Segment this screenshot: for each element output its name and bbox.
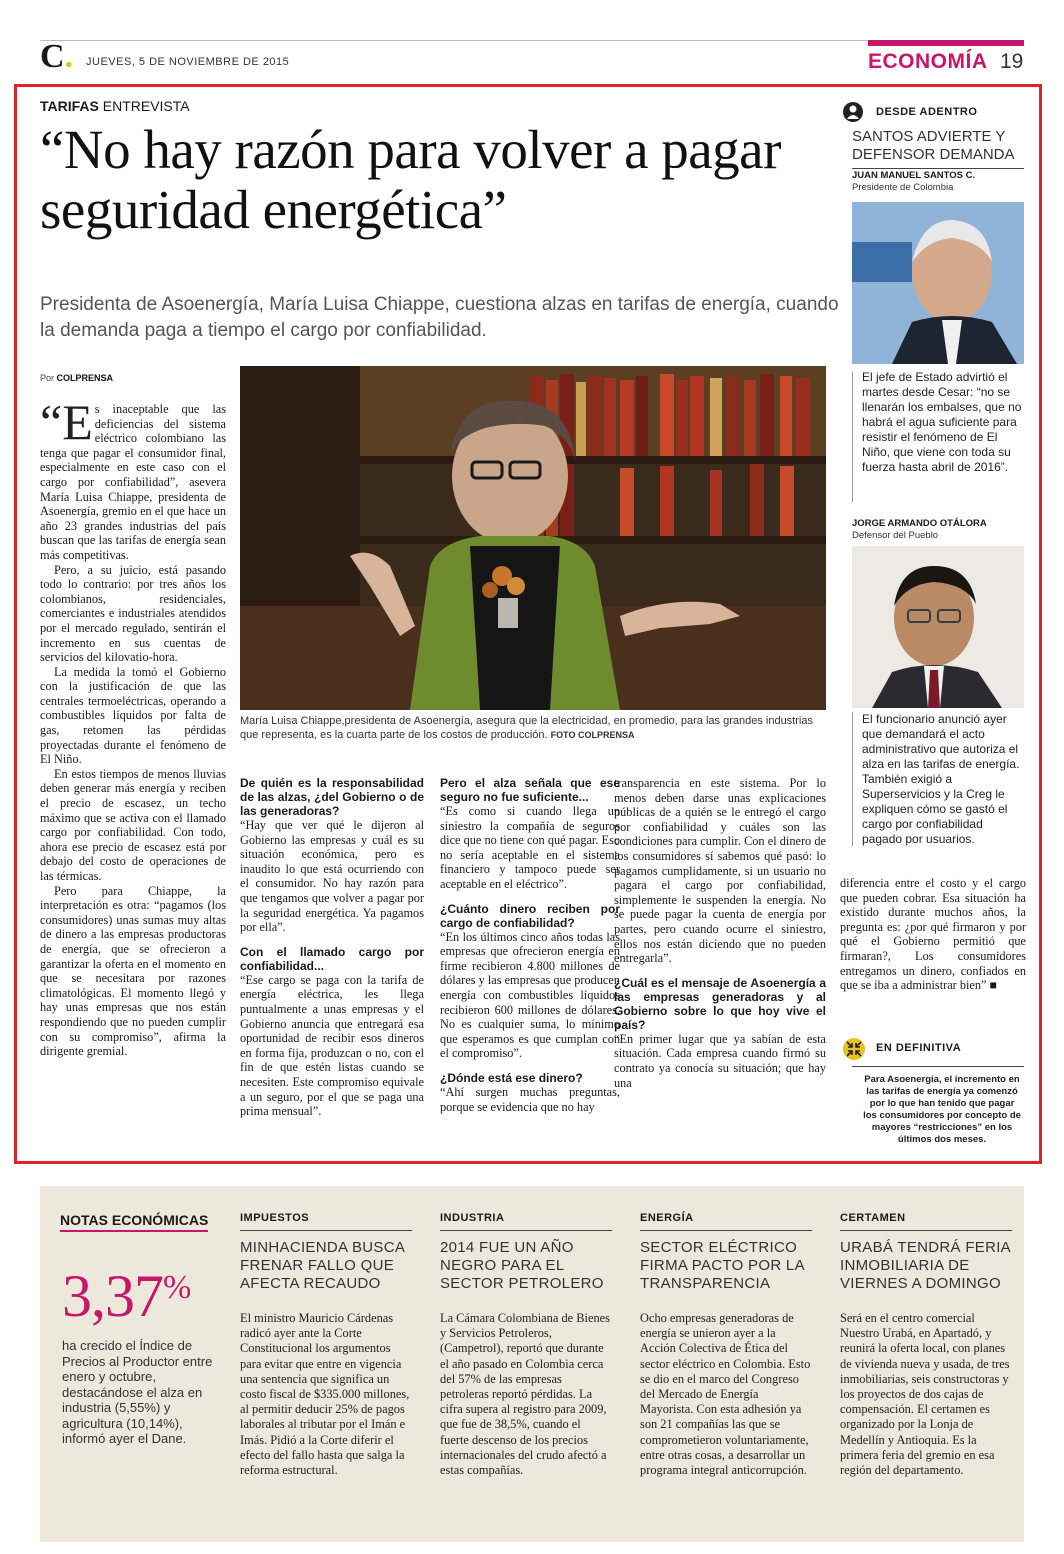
article-column-1 — [40, 394, 226, 1059]
nota-title: MINHACIENDA BUSCA FRENAR FALLO QUE AFECTA RECAUDO — [240, 1239, 405, 1292]
paragraph: En estos tiempos de menos lluvias deben generar más energía y reciben el precio de escasez, un techo máximo que se activa con el llamado cargo por confiabilidad. Con todo, ahora ese precio de escasez está por debajo del costo de operaciones de las térmicas. — [40, 766, 226, 883]
paragraph: Pero para Chiappe, la interpretación es otra: “pagamos (los consumidores) unas sumas muy altas de dinero a las empresas productoras de energía, que se ofrecieron a garantizar la oferta en el momento en que se necesitara por razones climatológicas. El momento llegó y hay unas empresas que nos están respondiendo que no pueden cumplir con su compromiso”, afirma la dirigente gremial. — [40, 883, 226, 1059]
article-kicker: TARIFAS ENTREVISTA — [40, 98, 190, 114]
main-photo — [240, 366, 826, 710]
article-column-3 — [440, 776, 620, 1114]
nota-category: INDUSTRIA — [440, 1212, 505, 1224]
sidebar-person-role: Defensor del Pueblo — [852, 530, 939, 541]
sidebar-rule — [852, 712, 853, 846]
newspaper-logo: C. — [40, 38, 74, 75]
nota-body: La Cámara Colombiana de Bienes y Servicios Petroleros, (Campetrol), reportó que durante el año pasado en Colombia cerca del 57% de las empresas petroleras reportó pérdidas. La cifra supera al registro para 2009, que fue de 38,5%, cuando el fuerte descenso de los precios internacionales del crudo afectó a estas compañías. — [440, 1311, 610, 1478]
nota-rule — [840, 1230, 1012, 1231]
nota-category: ENERGÍA — [640, 1212, 694, 1224]
lead-paragraph: s inaceptable que las deficiencias del sistema eléctrico colombiano las tenga que pagar el consumidor final, especialmente en este caso con el cargo por confiabilidad”, asevera María Luisa Chiappe, presidenta de Asoenergía, gremio en el que hace un año 23 grandes industrias del país buscan que las tarifas de energía sean más competitivas. — [40, 402, 226, 562]
person-icon — [843, 102, 863, 122]
sidebar-person-name: JUAN MANUEL SANTOS C. — [852, 170, 976, 181]
sidebar-heading: DESDE ADENTRO — [876, 106, 978, 118]
definitive-rule — [852, 1066, 1024, 1067]
sidebar-person-role: Presidente de Colombia — [852, 182, 954, 193]
article-column-5 — [840, 876, 1026, 993]
nota-body: El ministro Mauricio Cárdenas radicó ayer ante la Corte Constitucional los argumentos para evitar que entre en vigencia una sentencia que significa un costo fiscal de $335.000 millones, al permitir deducir 25% de pagos laborales al tributar por el Imán e Imás. Pidió a la Corte diferir el efecto del fallo hasta que salga la reforma estructural. — [240, 1311, 410, 1478]
nota-energia — [640, 1212, 812, 1478]
interview-answer: “En primer lugar que ya sabían de esta situación. Cada empresa cuando firmó su contrato ya conocía su situación; que hay una — [614, 1031, 826, 1090]
nota-rule — [640, 1230, 812, 1231]
sidebar-quote-2: El funcionario anunció ayer que demandará el acto administrativo que autoriza el alza en las tarifas de energía. También exigió a Superservicios y la Creg le expliquen cómo se gastó el cargo por confiabilidad pagado por usuarios. — [862, 712, 1020, 846]
interview-question: Con el llamado cargo por confiabilidad... — [240, 944, 424, 973]
interview-answer: “En los últimos cinco años todas las empresas que ofrecieron energía en firme recibieron 4.800 millones de dólares y las empresas que producen energía con combustibles líquidos recibieron 600 millones de dólares. No es cualquier suma, lo mínimo que esperamos es que cumplan con el compromiso”. — [440, 929, 620, 1061]
paragraph: La medida la tomó el Gobierno con la justificación de que las centrales termoeléctricas, operando a combustibles líquidos por falta de gas, retomen las pérdidas proyectadas durante el fenómeno de El Niño. — [40, 664, 226, 767]
article-dek: Presidenta de Asoenergía, María Luisa Chiappe, cuestiona alzas en tarifas de energía, cuando la demanda paga a tiempo el cargo por confiabilidad. — [40, 294, 839, 341]
article-headline: “No hay razón para volver a pagar seguridad energética” — [40, 119, 781, 240]
page-number: 19 — [1000, 50, 1024, 73]
headline-figure-caption: ha crecido el Índice de Precios al Productor entre enero y octubre, destacándose el alza en industria (5,55%) y agricultura (10,14%), informó ayer el Dane. — [62, 1338, 213, 1446]
nota-industria — [440, 1212, 612, 1478]
definitive-heading: EN DEFINITIVA — [876, 1042, 962, 1054]
sidebar-person-name: JORGE ARMANDO OTÁLORA — [852, 518, 987, 529]
photo-caption: María Luisa Chiappe,presidenta de Asoenergía, asegura que la electricidad, en promedio, para las grandes industrias que representa, es la cuarta parte de los costos de producción. FOTO COLPRENSA — [240, 715, 813, 741]
santos-photo — [852, 202, 1024, 364]
article-column-4 — [614, 776, 826, 1090]
interview-question: De quién es la responsabilidad de las alzas, ¿del Gobierno o de las generadoras? — [240, 776, 424, 818]
sidebar-title: SANTOS ADVIERTE Y DEFENSOR DEMANDA — [852, 128, 1024, 169]
interview-answer: diferencia entre el costo y el cargo que pueden cobrar. Esa situación ha existido durante muchos años, la pregunta es: ¿por qué firmaron y por qué el Gobierno permitió que firmaran?, Los consumidores entregamos un dinero, confiados en que se iba a administrar bien” — [840, 876, 1026, 993]
sidebar-rule — [852, 372, 853, 502]
article-column-2 — [240, 776, 424, 1119]
byline: Por COLPRENSA — [40, 373, 114, 383]
interview-answer: “Hay que ver qué le dijeron al Gobierno las empresas y cuál es su situación económica, pero es inaudito lo que está ocurriendo con el consumidor. No hay razón para que tengamos que volver a pagar por la seguridad energética. Ya pagamos por ella”. — [240, 818, 424, 935]
nota-title: SECTOR ELÉCTRICO FIRMA PACTO POR LA TRANSPARENCIA — [640, 1239, 805, 1292]
nota-body: Ocho empresas generadoras de energía se unieron ayer a la Acción Colectiva de Ética del sector eléctrico en Colombia. Esto se dio en el marco del Congreso del Mercado de Energía Mayorista. Con esta adhesión ya son 21 compañías las que se comprometieron voluntariamente, entre otras cosas, a desarrollar un programa integral anticorrupción. — [640, 1311, 811, 1478]
nota-title: 2014 FUE UN AÑO NEGRO PARA EL SECTOR PETROLERO — [440, 1239, 604, 1292]
headline-figure: 3,37% — [62, 1263, 191, 1329]
nota-certamen — [840, 1212, 1012, 1478]
nota-category: IMPUESTOS — [240, 1212, 310, 1224]
interview-answer: “Es como si cuando llega un siniestro la compañía de seguros dice que no tiene con qué pagar. Eso no sería aceptable en el sistema financiero y tampoco puede ser aceptable en el eléctrico”. — [440, 804, 620, 891]
arrows-in-icon — [843, 1038, 865, 1060]
interview-question: ¿Cuál es el mensaje de Asoenergía a las empresas generadoras y al Gobierno sobre lo que hoy vive el país? — [614, 975, 826, 1032]
interview-answer: “Ahí surgen muchas preguntas, porque se evidencia que no hay — [440, 1084, 620, 1114]
nota-category: CERTAMEN — [840, 1212, 906, 1224]
nota-rule — [240, 1230, 412, 1231]
otalora-photo — [852, 546, 1024, 708]
definitive-text: Para Asoenergía, el incremento en las tarifas de energía ya comenzó por lo que han tenido que pagar los consumidores por concepto de mayores “restricciones” en los últimos dos meses. — [863, 1074, 1021, 1145]
nota-impuestos — [240, 1212, 412, 1478]
nota-rule — [440, 1230, 612, 1231]
issue-date: JUEVES, 5 DE NOVIEMBRE DE 2015 — [86, 56, 290, 68]
interview-answer: “Ese cargo se paga con la tarifa de energía eléctrica, les llega puntualmente a unas empresas y el Gobierno anuncia que entregará esa oportunidad de recibir esos dineros en forma fija, produzcan o no, con el fin de que estén listas cuando se necesiten. Este compromiso equivale a un seguro, por el que se paga una prima mensual”. — [240, 972, 424, 1119]
end-mark: ■ — [989, 978, 997, 993]
interview-answer: transparencia en este sistema. Por lo menos deben darse unas explicaciones públicas de a quién se le entregó el cargo por confiabilidad y cuáles son las condiciones para cumplir. Con el dinero de los consumidores sí sabemos qué pasó: lo pagamos cumplidamente, si un usuario no pagara el cargo por confiabilidad, simplemente le suspenden la energía. No se puede pagar la cuenta de energía por partes, pero cuando ocurre el siniestro, ellos nos están diciendo que no pueden entregarla”. — [614, 776, 826, 966]
sidebar-quote-1: El jefe de Estado advirtió el martes desde Cesar: “no se llenarán los embalses, que no habrá el agua suficiente para resistir el fenómeno de El Niño, que viene con toda su fuerza hasta abril de 2016”. — [862, 370, 1022, 474]
notas-label: NOTAS ECONÓMICAS — [60, 1212, 208, 1232]
interview-question: ¿Dónde está ese dinero? — [440, 1070, 583, 1085]
section-color-bar — [868, 40, 1024, 46]
interview-question: Pero el alza señala que ese seguro no fue suficiente... — [440, 776, 620, 804]
nota-body: Será en el centro comercial Nuestro Urabá, en Apartadó, y reunirá la oferta local, con planes de vivienda nueva y usada, de tres inmobiliarias, seis constructoras y los proyectos de dos cajas de compensación. El certamen es organizado por la Lonja de Medellín y Antioquia. Es la primera feria del gremio en esa región del departamento. — [840, 1311, 1010, 1478]
interview-question: ¿Cuánto dinero reciben por cargo de confiabilidad? — [440, 901, 620, 930]
nota-title: URABÁ TENDRÁ FERIA INMOBILIARIA DE VIERNES A DOMINGO — [840, 1239, 1011, 1292]
drop-cap: “E — [40, 394, 93, 450]
section-name: ECONOMÍA — [868, 50, 988, 73]
paragraph: Pero, a su juicio, está pasando todo lo contrario: por tres años los colombianos, residenciales, comerciantes e industriales atendidos por el mercado regulado, sentirán el incremento en sus cuentas de servicios del kilovatio-hora. — [40, 562, 226, 665]
photo-illustration — [240, 366, 826, 710]
